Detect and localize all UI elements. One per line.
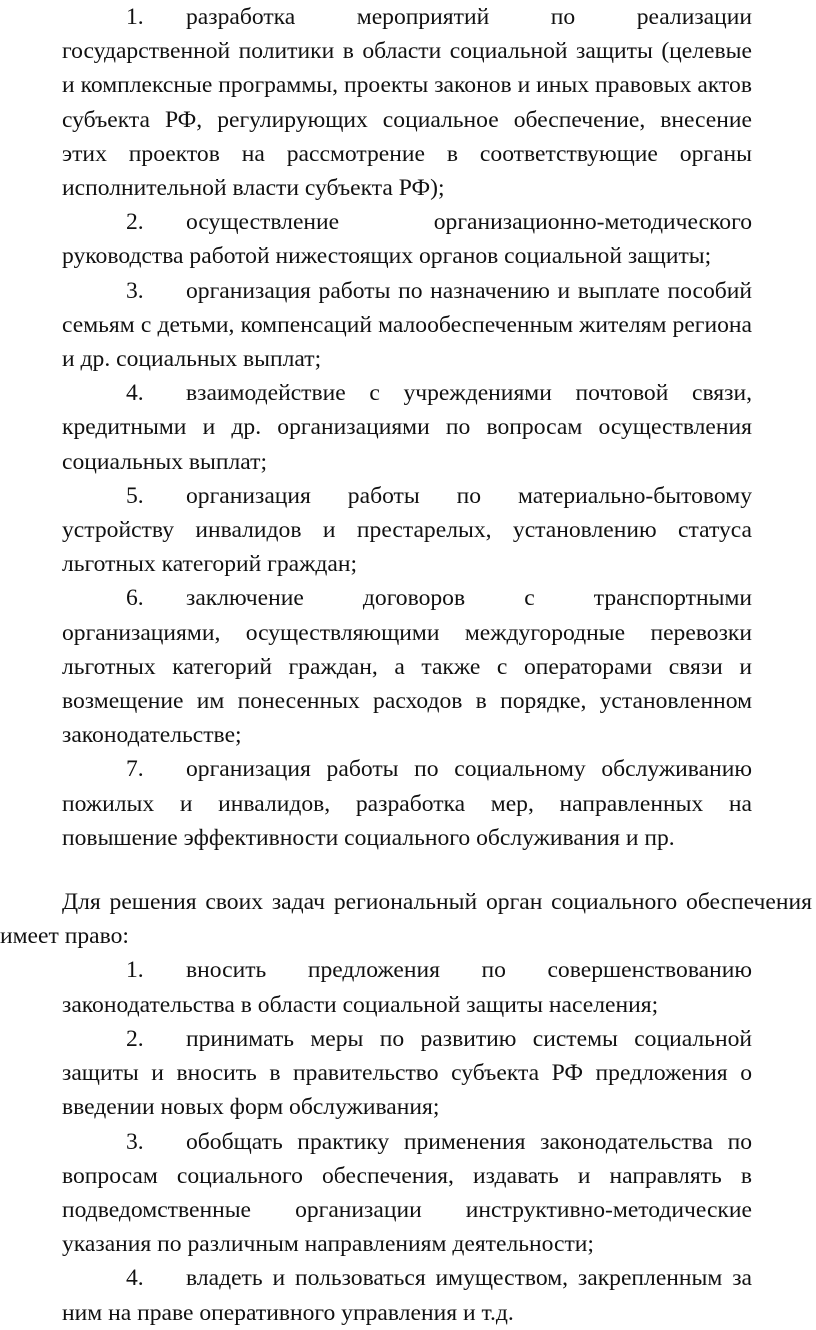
list-item	[62, 376, 752, 479]
item-number: 3.	[126, 277, 144, 304]
item-number: 3.	[126, 1128, 144, 1155]
item-text: вносить предложения по совершенствованию законодательства в области социальной защиты населения;	[62, 957, 752, 1018]
item-text: организация работы по материально-бытовому устройству инвалидов и престарелых, установлению статуса льготных категорий граждан;	[62, 482, 752, 578]
item-number: 2.	[126, 209, 144, 236]
list-item	[62, 1125, 752, 1262]
list-item	[62, 0, 752, 205]
item-number: 2.	[126, 1025, 144, 1052]
list-item	[62, 581, 752, 752]
item-text: принимать меры по развитию системы социальной защиты и вносить в правительство субъекта РФ предложения о введении новых форм обслуживания;	[62, 1025, 752, 1121]
item-text: осуществление организационно-методического руководства работой нижестоящих органов социальной защиты;	[62, 209, 752, 270]
item-text: заключение договоров с транспортными организациями, осуществляющими междугородные перевозки льготных категорий граждан, а также с операторами связи и возмещение им понесенных расходов в порядке, установленном законодательстве;	[62, 585, 752, 749]
rights-intro-paragraph: Для решения своих задач региональный орган социального обеспечения имеет право:	[0, 889, 812, 950]
item-text: владеть и пользоваться имуществом, закрепленным за ним на праве оперативного управления и т.д.	[62, 1265, 752, 1326]
list-item	[62, 274, 752, 377]
list-item	[62, 479, 752, 582]
item-text: организация работы по социальному обслуживанию пожилых и инвалидов, разработка мер, направленных на повышение эффективности социального обслуживания и пр.	[62, 756, 752, 851]
item-text: взаимодействие с учреждениями почтовой связи, кредитными и др. организациями по вопросам осуществления социальных выплат;	[62, 380, 752, 475]
list-item	[62, 205, 752, 273]
item-text: обобщать практику применения законодательства по вопросам социального обеспечения, издавать и направлять в подведомственные организации инструктивно-методические указания по различным направлениям деятельности;	[62, 1128, 752, 1258]
item-number: 1.	[126, 4, 144, 30]
item-number: 6.	[126, 585, 144, 612]
item-number: 5.	[126, 482, 144, 509]
list-item	[62, 1022, 752, 1125]
item-number: 7.	[126, 756, 144, 783]
list-item	[62, 953, 752, 1021]
item-number: 4.	[126, 1265, 144, 1292]
item-text: организация работы по назначению и выплате пособий семьям с детьми, компенсаций малообеспеченным жителям региона и др. социальных выплат;	[62, 277, 752, 373]
list-item	[62, 752, 752, 855]
list-item	[62, 1261, 752, 1329]
item-number: 1.	[126, 957, 144, 984]
rights-list	[0, 953, 752, 1329]
item-text: разработка мероприятий по реализации государственной политики в области социальной защиты (целевые и комплексные программы, проекты законов и иных правовых актов субъекта РФ, регулирующих социальное обеспечение, внесение этих проектов на рассмотрение в соответствующие органы исполнительной власти субъекта РФ);	[62, 4, 752, 202]
item-number: 4.	[126, 380, 144, 407]
